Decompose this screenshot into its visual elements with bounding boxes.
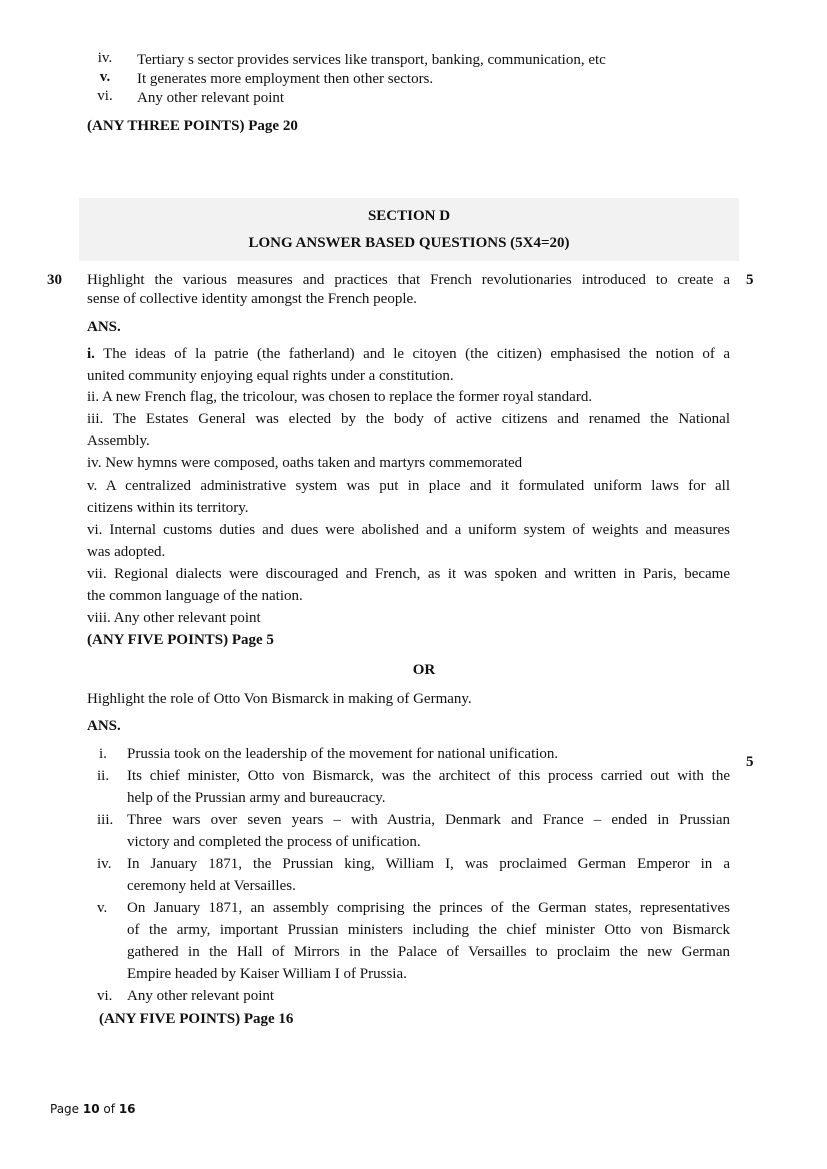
answer-line: was adopted. xyxy=(87,544,166,560)
section-subtitle: LONG ANSWER BASED QUESTIONS (5X4=20) xyxy=(248,235,570,251)
page-label: Page xyxy=(50,1102,80,1116)
list-item-text: ceremony held at Versailles. xyxy=(127,878,296,894)
section-title: SECTION D xyxy=(367,208,451,224)
question-text-line-2: sense of collective identity amongst the French people. xyxy=(87,291,417,307)
answer-lead: i. xyxy=(87,346,95,362)
page-total: 16 xyxy=(118,1102,136,1116)
or-separator: OR xyxy=(412,662,436,678)
answer-line: vi. Internal customs duties and dues were abolished and a uniform system of weights and measures xyxy=(87,522,730,538)
list-item-text: Its chief minister, Otto von Bismarck, was the architect of this process carried out with the xyxy=(127,768,730,784)
question-text-line-1: Highlight the various measures and practices that French revolutionaries introduced to create a xyxy=(87,272,730,288)
list-number: v. xyxy=(97,900,108,916)
answer-line: v. A centralized administrative system was put in place and it formulated uniform laws for all xyxy=(87,478,730,494)
list-number: ii. xyxy=(97,768,110,784)
answer-line: Assembly. xyxy=(87,433,150,449)
answer-line: iii. The Estates General was elected by the body of active citizens and renamed the National xyxy=(87,411,730,427)
list-item-text: Any other relevant point xyxy=(127,988,275,1004)
list-item-text: gathered in the Hall of Mirrors in the Palace of Versailles to proclaim the new German xyxy=(127,944,730,960)
list-item-text: It generates more employment then other sectors. xyxy=(137,71,434,87)
list-item-text: Three wars over seven years – with Austria, Denmark and France – ended in Prussian xyxy=(127,812,730,828)
list-number: iv. xyxy=(97,50,113,66)
list-item-text: Any other relevant point xyxy=(137,90,285,106)
answer-line: i. The ideas of la patrie (the fatherland) and le citoyen (the citizen) emphasised the notion of a xyxy=(87,346,730,362)
list-number: vi. xyxy=(97,88,113,104)
answer-line: ii. A new French flag, the tricolour, was chosen to replace the former royal standard. xyxy=(87,389,593,405)
list-item-text: victory and completed the process of unification. xyxy=(127,834,421,850)
list-number: vi. xyxy=(97,988,113,1004)
page-current: 10 xyxy=(82,1102,100,1116)
answer-line: citizens within its territory. xyxy=(87,500,249,516)
list-item-text: of the army, important Prussian ministers including the chief minister Otto von Bismarck xyxy=(127,922,730,938)
list-item-text: help of the Prussian army and bureaucracy. xyxy=(127,790,386,806)
marks: 5 xyxy=(746,272,754,288)
page-footer xyxy=(50,1102,136,1116)
points-note: (ANY FIVE POINTS) Page 5 xyxy=(87,632,274,648)
points-note: (ANY FIVE POINTS) Page 16 xyxy=(99,1011,294,1027)
list-number: iv. xyxy=(97,856,112,872)
answer-line: united community enjoying equal rights under a constitution. xyxy=(87,368,454,384)
answer-line: vii. Regional dialects were discouraged and French, as it was spoken and written in Paris, became xyxy=(87,566,730,582)
section-header xyxy=(79,198,739,261)
question-number: 30 xyxy=(47,272,62,288)
list-number: i. xyxy=(99,746,107,762)
answer-line: the common language of the nation. xyxy=(87,588,303,604)
answer-label: ANS. xyxy=(87,319,121,335)
list-number: iii. xyxy=(97,812,114,828)
list-item-text: Tertiary s sector provides services like transport, banking, communication, etc xyxy=(137,52,606,68)
list-item-text: On January 1871, an assembly comprising the princes of the German states, representatives xyxy=(127,900,730,916)
answer-line: iv. New hymns were composed, oaths taken and martyrs commemorated xyxy=(87,455,523,471)
answer-line: viii. Any other relevant point xyxy=(87,610,261,626)
points-note: (ANY THREE POINTS) Page 20 xyxy=(87,118,298,134)
list-item-text: Prussia took on the leadership of the movement for national unification. xyxy=(127,746,559,762)
answer-label: ANS. xyxy=(87,718,121,734)
of-label: of xyxy=(103,1102,115,1116)
marks: 5 xyxy=(746,754,754,770)
list-number: v. xyxy=(99,69,111,85)
list-item-text: In January 1871, the Prussian king, William I, was proclaimed German Emperor in a xyxy=(127,856,730,872)
alt-question-text: Highlight the role of Otto Von Bismarck in making of Germany. xyxy=(87,691,472,707)
list-item-text: Empire headed by Kaiser William I of Prussia. xyxy=(127,966,407,982)
